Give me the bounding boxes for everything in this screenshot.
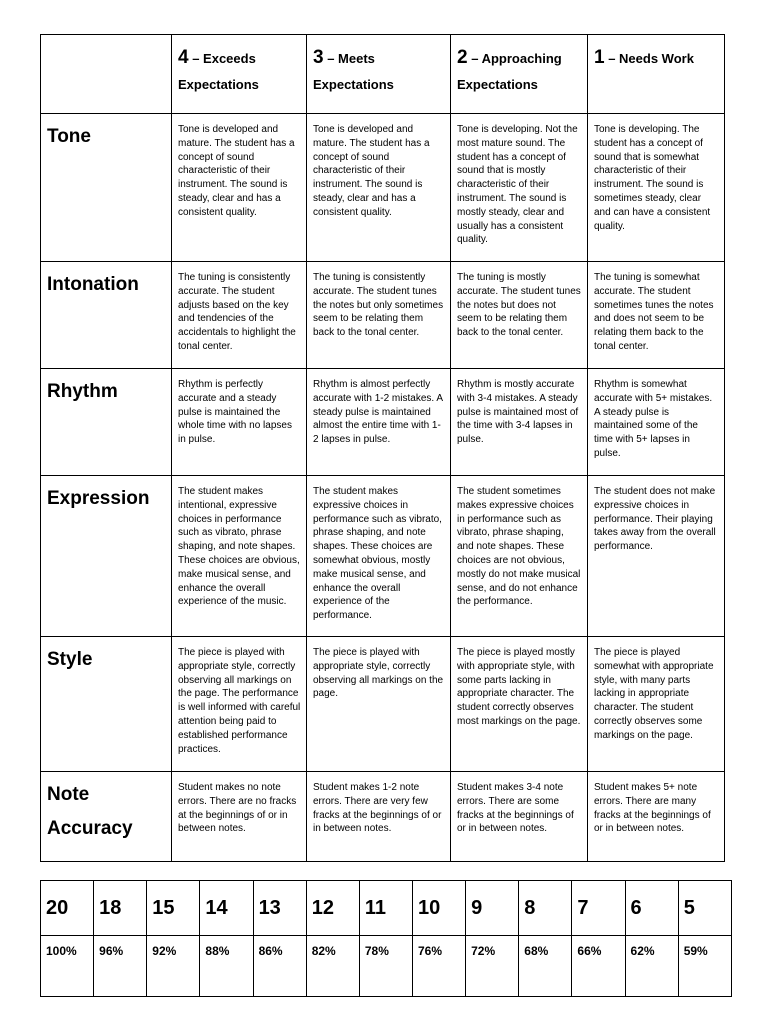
descriptor-text: The student makes intentional, expressive choices in performance such as vibrato, phrase shaping, and note shapes. These choices are obvious, make musical sense, and enhance the overall experience of the music. — [178, 486, 300, 608]
percent-cell: 62% — [625, 936, 678, 997]
percent-cell: 88% — [200, 936, 253, 997]
criterion-label: Style — [47, 649, 93, 670]
criterion-cell — [41, 114, 172, 262]
criterion-cell — [41, 772, 172, 862]
descriptor-cell — [588, 772, 725, 862]
descriptor-cell — [451, 772, 588, 862]
descriptor-text: The piece is played with appropriate style, correctly observing all markings on the page. The performance is well informed with careful attention being paid to established performance practices. — [178, 647, 301, 755]
descriptor-cell — [307, 369, 451, 476]
points-cell: 13 — [253, 881, 306, 936]
rubric-corner-cell — [41, 35, 172, 114]
percent-cell: 59% — [678, 936, 731, 997]
descriptor-cell — [172, 369, 307, 476]
percent-cell: 86% — [253, 936, 306, 997]
descriptor-text: Student makes 5+ note errors. There are many fracks at the beginnings of or in between notes. — [594, 782, 711, 835]
rubric-row-intonation — [41, 262, 725, 369]
descriptor-text: Rhythm is somewhat accurate with 5+ mistakes. A steady pulse is maintained some of the time with 5+ lapses in pulse. — [594, 379, 713, 459]
descriptor-text: Rhythm is perfectly accurate and a steady pulse is maintained the whole time with no lapses in pulse. — [178, 379, 292, 446]
points-row — [41, 881, 732, 936]
level-label: Exceeds Expectations — [178, 51, 259, 92]
level-header: 4 – Exceeds Expectations — [172, 35, 307, 114]
criterion-label: Tone — [47, 126, 91, 147]
descriptor-text: Tone is developing. The student has a concept of sound that is somewhat characteristic of their instrument. The sound is sometimes steady, clear and can have a consistent quality. — [594, 124, 711, 232]
descriptor-cell — [588, 114, 725, 262]
descriptor-text: The student sometimes makes expressive choices in performance such as vibrato, phrase shaping, and note shapes. These choices are not obvious, mostly do not make musical sense, and do not enhance the performance. — [457, 486, 581, 608]
points-cell: 12 — [306, 881, 359, 936]
points-cell: 5 — [678, 881, 731, 936]
descriptor-text: The tuning is mostly accurate. The student tunes the notes but does not seem to be relating them back to the tonal center. — [457, 272, 581, 339]
level-number: 4 — [178, 47, 189, 68]
criterion-cell — [41, 476, 172, 637]
points-cell: 15 — [147, 881, 200, 936]
points-cell: 10 — [412, 881, 465, 936]
descriptor-text: The piece is played somewhat with appropriate style, with many parts lacking in appropriate character. The student correctly observes some markings on the page. — [594, 647, 714, 741]
descriptor-text: The tuning is somewhat accurate. The student sometimes tunes the notes and does not seem to be relating them back to the tonal center. — [594, 272, 714, 352]
percent-cell: 72% — [466, 936, 519, 997]
percent-cell: 92% — [147, 936, 200, 997]
level-label: Meets Expectations — [313, 51, 394, 92]
descriptor-text: The piece is played mostly with appropriate style, with some parts lacking in appropriate character. The student correctly observes most markings on the page. — [457, 647, 581, 727]
percent-cell: 78% — [359, 936, 412, 997]
points-cell: 6 — [625, 881, 678, 936]
grading-scale-table — [40, 880, 732, 997]
rubric-row-note-accuracy — [41, 772, 725, 862]
descriptor-cell — [307, 114, 451, 262]
descriptor-cell — [172, 262, 307, 369]
descriptor-text: Student makes no note errors. There are no fracks at the beginnings of or in between notes. — [178, 782, 297, 835]
percent-cell: 82% — [306, 936, 359, 997]
criterion-label: Intonation — [47, 274, 139, 295]
descriptor-cell — [307, 262, 451, 369]
rubric-table — [40, 34, 725, 862]
percent-cell: 76% — [412, 936, 465, 997]
descriptor-text: Tone is developed and mature. The student has a concept of sound characteristic of their instrument. The sound is steady, clear and has a consistent quality. — [313, 124, 430, 218]
percent-cell: 96% — [94, 936, 147, 997]
descriptor-text: The tuning is consistently accurate. The student adjusts based on the key and tendencies of the accidentals to highlight the tonal center. — [178, 272, 296, 352]
points-cell: 8 — [519, 881, 572, 936]
descriptor-cell — [588, 369, 725, 476]
points-cell: 20 — [41, 881, 94, 936]
level-number: 3 — [313, 47, 324, 68]
criterion-label: Note Accuracy — [47, 784, 133, 839]
criterion-cell — [41, 637, 172, 772]
descriptor-cell — [307, 772, 451, 862]
percent-cell: 66% — [572, 936, 625, 997]
percent-cell: 100% — [41, 936, 94, 997]
rubric-row-expression — [41, 476, 725, 637]
level-header: 2 – Approaching Expectations — [451, 35, 588, 114]
descriptor-cell — [172, 772, 307, 862]
criterion-cell — [41, 262, 172, 369]
level-label: Approaching Expectations — [457, 51, 562, 92]
descriptor-text: Student makes 3-4 note errors. There are some fracks at the beginnings of or in between notes. — [457, 782, 574, 835]
points-cell: 7 — [572, 881, 625, 936]
percent-cell: 68% — [519, 936, 572, 997]
points-cell: 11 — [359, 881, 412, 936]
descriptor-cell — [172, 114, 307, 262]
descriptor-cell — [451, 262, 588, 369]
criterion-label: Rhythm — [47, 381, 118, 402]
criterion-label: Expression — [47, 488, 150, 509]
level-header: 1 – Needs Work — [588, 35, 725, 114]
descriptor-cell — [451, 369, 588, 476]
rubric-row-style — [41, 637, 725, 772]
descriptor-cell — [172, 476, 307, 637]
percent-row — [41, 936, 732, 997]
descriptor-cell — [588, 476, 725, 637]
descriptor-text: The piece is played with appropriate style, correctly observing all markings on the page. — [313, 647, 444, 700]
descriptor-text: Rhythm is almost perfectly accurate with 1-2 mistakes. A steady pulse is maintained almost the entire time with 1-2 lapses in pulse. — [313, 379, 443, 446]
descriptor-cell — [451, 637, 588, 772]
rubric-row-tone — [41, 114, 725, 262]
descriptor-text: Tone is developing. Not the most mature sound. The student has a concept of sound that is mostly characteristic of their instrument. The sound is mostly steady, clear and usually has a consistent quality. — [457, 124, 578, 246]
descriptor-text: Student makes 1-2 note errors. There are very few fracks at the beginnings of or in between notes. — [313, 782, 442, 835]
descriptor-cell — [588, 262, 725, 369]
descriptor-cell — [307, 637, 451, 772]
criterion-cell — [41, 369, 172, 476]
descriptor-cell — [172, 637, 307, 772]
level-header: 3 – Meets Expectations — [307, 35, 451, 114]
descriptor-text: Tone is developed and mature. The student has a concept of sound characteristic of their instrument. The sound is steady, clear and has a consistent quality. — [178, 124, 295, 218]
descriptor-cell — [451, 114, 588, 262]
rubric-row-rhythm — [41, 369, 725, 476]
level-number: 2 — [457, 47, 468, 68]
rubric-header-row — [41, 35, 725, 114]
points-cell: 9 — [466, 881, 519, 936]
points-cell: 18 — [94, 881, 147, 936]
level-number: 1 — [594, 47, 605, 68]
descriptor-cell — [588, 637, 725, 772]
descriptor-text: Rhythm is mostly accurate with 3-4 mistakes. A steady pulse is maintained most of the time with 3-4 lapses in pulse. — [457, 379, 579, 446]
descriptor-cell — [307, 476, 451, 637]
descriptor-text: The tuning is consistently accurate. The student tunes the notes but only sometimes seem to be relating them back to the tonal center. — [313, 272, 444, 339]
points-cell: 14 — [200, 881, 253, 936]
descriptor-cell — [451, 476, 588, 637]
descriptor-text: The student does not make expressive choices in performance. Their playing takes away from the overall performance. — [594, 486, 716, 553]
level-label: Needs Work — [619, 51, 694, 66]
descriptor-text: The student makes expressive choices in performance such as vibrato, phrase shaping, and note shapes. These choices are somewhat obvious, mostly make musical sense, and enhance the overall experience of the performance. — [313, 486, 442, 622]
